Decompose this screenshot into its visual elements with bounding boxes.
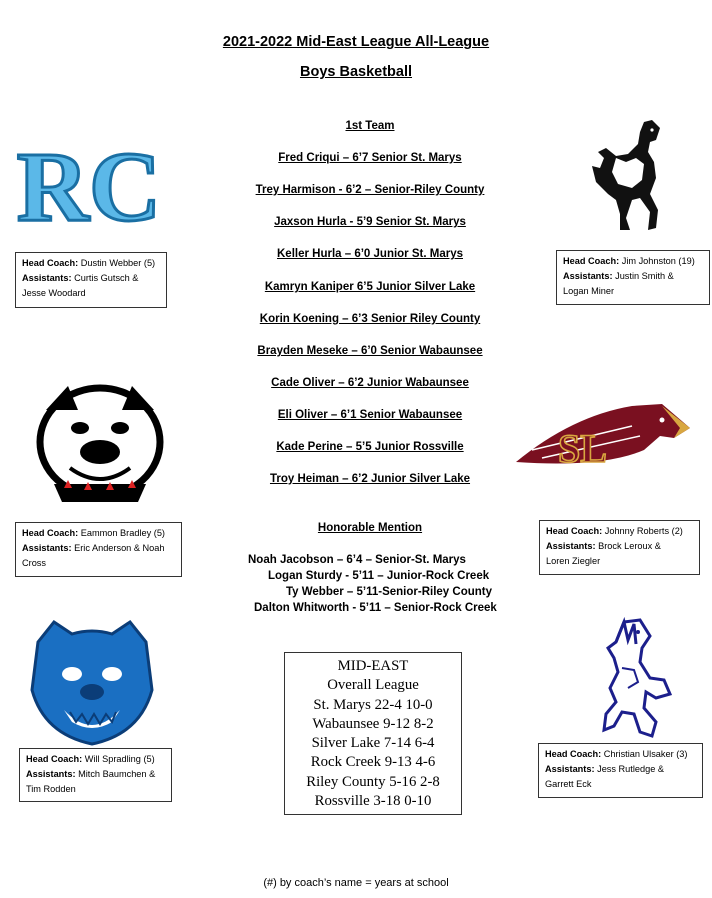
assistants-names: Eric Anderson & Noah (74, 543, 165, 553)
first-team-player: Keller Hurla – 6’0 Junior St. Marys (277, 248, 463, 260)
assistants-names: Brock Leroux & (598, 541, 661, 551)
honorable-mention-player: Logan Sturdy - 5’11 – Junior-Rock Creek (268, 570, 490, 582)
head-coach-name: Will Spradling (5) (84, 754, 155, 764)
first-team-player: Korin Koening – 6’3 Senior Riley County (259, 313, 481, 325)
standings-row: Riley County 5-16 2-8 (306, 773, 440, 790)
first-team-player: Kamryn Kaniper 6’5 Junior Silver Lake (264, 281, 476, 293)
sl-falcon-logo (512, 398, 700, 474)
assistants-label: Assistants: (563, 271, 613, 281)
coach-box-rock-creek (15, 522, 182, 577)
page-title: 2021-2022 Mid-East League All-League (222, 34, 490, 50)
standings-row: Rock Creek 9-13 4-6 (310, 754, 436, 771)
standings-box (284, 652, 462, 815)
head-coach-label: Head Coach: (22, 258, 79, 268)
first-team-player: Brayden Meseke – 6’0 Senior Wabaunsee (257, 345, 483, 357)
head-coach-label: Head Coach: (26, 754, 83, 764)
head-coach-name: Jim Johnston (19) (621, 256, 695, 266)
first-team-player: Trey Harmison - 6’2 – Senior-Riley County (255, 184, 485, 196)
standings-title: MID-EAST (337, 658, 409, 674)
head-coach-label: Head Coach: (545, 749, 602, 759)
assistants-names: Justin Smith & (615, 271, 674, 281)
coach-box-riley-county (15, 252, 167, 308)
head-coach-name: Johnny Roberts (2) (604, 526, 683, 536)
bulldog-logo (34, 380, 166, 506)
coach-box-st-marys (538, 743, 703, 798)
assistants-names: Loren Ziegler (546, 556, 601, 566)
coach-box-silver-lake (539, 520, 700, 575)
page-subtitle: Boys Basketball (299, 64, 413, 80)
head-coach-name: Eammon Bradley (5) (80, 528, 165, 538)
assistants-names: Logan Miner (563, 286, 615, 296)
head-coach-label: Head Coach: (22, 528, 79, 538)
first-team-heading: 1st Team (345, 120, 395, 132)
mustang-blue-logo (594, 618, 674, 740)
first-team-player: Eli Oliver – 6’1 Senior Wabaunsee (277, 409, 463, 421)
standings-row: Wabaunsee 9-12 8-2 (312, 715, 434, 732)
first-team-player: Kade Perine – 5’5 Junior Rossville (276, 441, 464, 453)
assistants-names: Jesse Woodard (22, 288, 86, 298)
assistants-names: Mitch Baumchen & (78, 769, 156, 779)
first-team-player: Troy Heiman – 6’2 Junior Silver Lake (269, 473, 471, 485)
svg-text:RC: RC (16, 131, 162, 242)
bear-logo (28, 618, 156, 748)
rc-logo (16, 131, 162, 242)
head-coach-label: Head Coach: (546, 526, 603, 536)
standings-row: Silver Lake 7-14 6-4 (311, 735, 435, 752)
head-coach-label: Head Coach: (563, 256, 620, 266)
assistants-names: Tim Rodden (26, 784, 76, 794)
assistants-names: Garrett Eck (545, 779, 592, 789)
mustang-logo (586, 118, 670, 234)
footer-note: (#) by coach’s name = years at school (263, 877, 449, 889)
honorable-mention-player: Dalton Whitworth - 5’11 – Senior-Rock Creek (254, 602, 497, 614)
honorable-mention-player: Ty Webber – 5’11-Senior-Riley County (286, 586, 492, 598)
coach-box-rossville (556, 250, 710, 305)
assistants-names: Cross (22, 558, 46, 568)
svg-text:SL: SL (558, 426, 607, 471)
assistants-label: Assistants: (22, 543, 72, 553)
first-team-player: Jaxson Hurla - 5’9 Senior St. Marys (274, 216, 466, 228)
standings-row: St. Marys 22-4 10-0 (313, 696, 433, 713)
first-team-player: Cade Oliver – 6’2 Junior Wabaunsee (271, 377, 469, 389)
standings-subtitle: Overall League (327, 677, 419, 694)
coach-box-wabaunsee (19, 748, 172, 802)
honorable-mention-player: Noah Jacobson – 6’4 – Senior-St. Marys (248, 554, 466, 566)
assistants-names: Jess Rutledge & (597, 764, 664, 774)
honorable-mention-heading: Honorable Mention (317, 522, 423, 534)
assistants-label: Assistants: (22, 273, 72, 283)
head-coach-name: Christian Ulsaker (3) (603, 749, 688, 759)
assistants-label: Assistants: (26, 769, 76, 779)
assistants-names: Curtis Gutsch & (74, 273, 139, 283)
first-team-player: Fred Criqui – 6’7 Senior St. Marys (278, 152, 462, 164)
assistants-label: Assistants: (545, 764, 595, 774)
standings-row: Rossville 3-18 0-10 (314, 793, 432, 810)
head-coach-name: Dustin Webber (5) (80, 258, 156, 268)
assistants-label: Assistants: (546, 541, 596, 551)
